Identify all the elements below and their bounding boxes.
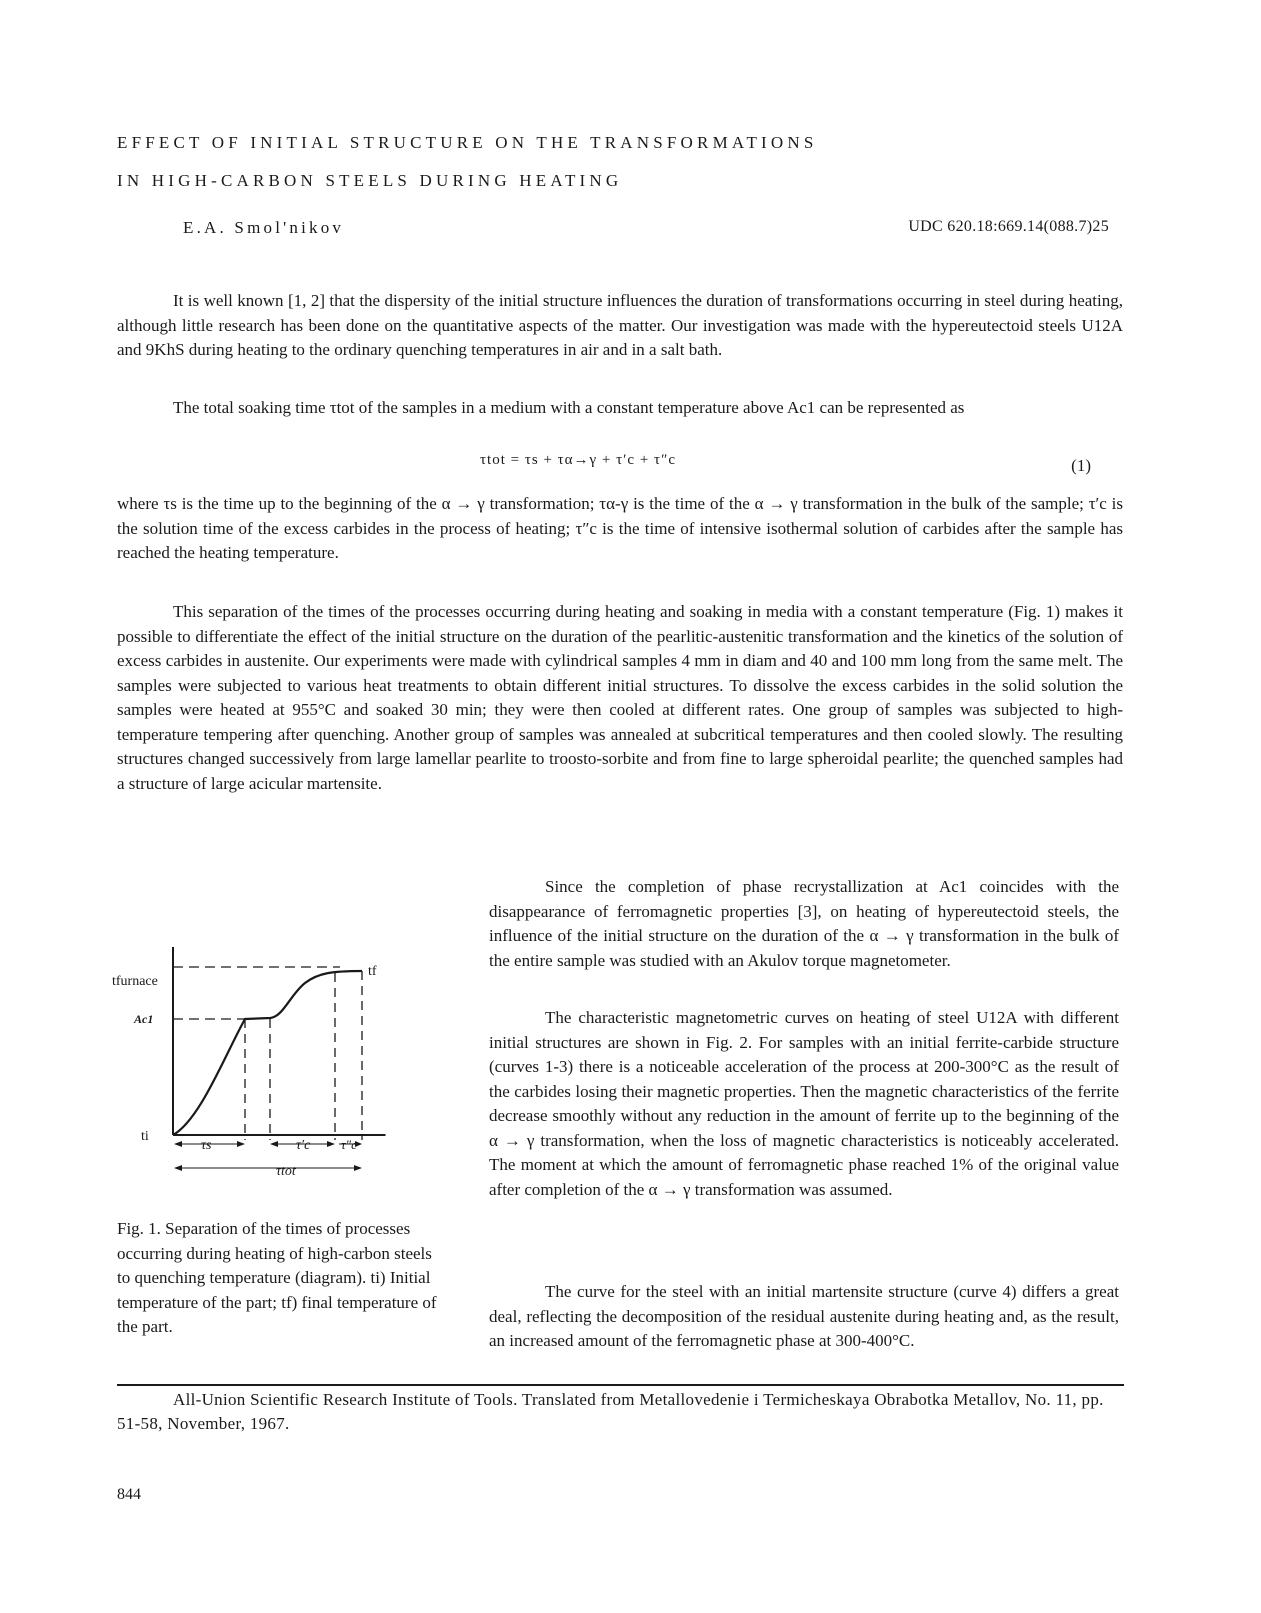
- figure-label-ac1: Ac1: [134, 1012, 154, 1026]
- figure-label-t-i: ti: [141, 1129, 149, 1144]
- figure-tau-c-prime-arrowhead-right: [327, 1141, 335, 1147]
- article-title-line-1: EFFECT OF INITIAL STRUCTURE ON THE TRANSFORMATIONS: [117, 133, 818, 152]
- footnote-divider: [117, 1384, 1124, 1386]
- figure-heating-curve: [173, 971, 362, 1135]
- body-paragraph-3: where τs is the time up to the beginning of the α → γ transformation; τα-γ is the time of the α → γ transformation in the bulk of the sample; τ′c is the solution time of the excess carbides in the process of heating; τ″c is the time of intensive isothermal solution of carbides after the sample has reached the heating temperature.: [117, 494, 1123, 562]
- equation-1: τtot = τs + τα→γ + τ′c + τ″c: [480, 452, 676, 468]
- author-name: E.A. Smol'nikov: [183, 218, 345, 237]
- figure-label-t-f: tf: [368, 964, 377, 979]
- article-title-line-2: IN HIGH-CARBON STEELS DURING HEATING: [117, 171, 623, 190]
- figure-1-caption: Fig. 1. Separation of the times of processes occurring during heating of high-carbon steels to quenching temperature (diagram). ti) Initial temperature of the part; tf) final temperature of the part.: [117, 1219, 437, 1336]
- figure-label-tau-tot: τtot: [276, 1164, 296, 1179]
- figure-1-diagram: [100, 935, 400, 1195]
- body-paragraph-2: The total soaking time τtot of the samples in a medium with a constant temperature above Ac1 can be represented as: [173, 398, 965, 417]
- body-paragraph-7: The curve for the steel with an initial martensite structure (curve 4) differs a great deal, reflecting the decomposition of the residual austenite during heating and, as the result, an increased amount of the ferromagnetic phase at 300-400°C.: [489, 1282, 1119, 1350]
- body-paragraph-1: It is well known [1, 2] that the dispersity of the initial structure influences the duration of transformations occurring in steel during heating, although little research has been done on the quantitative aspects of the matter. Our investigation was made with the hypereutectoid steels U12A and 9KhS during heating to the ordinary quenching temperatures in air and in a salt bath.: [117, 291, 1123, 359]
- body-paragraph-5: Since the completion of phase recrystallization at Ac1 coincides with the disappearance of ferromagnetic properties [3], on heating of hypereutectoid steels, the influence of the initial structure on the duration of the α → γ transformation in the bulk of the entire sample was studied with an Akulov torque magnetometer.: [489, 877, 1119, 970]
- figure-tau-s-arrowhead-right: [237, 1141, 245, 1147]
- footnote: All-Union Scientific Research Institute of Tools. Translated from Metallovedenie i Termicheskaya Obrabotka Metallov, No. 11, pp. 51-58, November, 1967.: [117, 1390, 1104, 1433]
- equation-number: (1): [1071, 456, 1091, 475]
- figure-tau-c-prime-arrowhead-left: [270, 1141, 278, 1147]
- body-paragraph-4: This separation of the times of the processes occurring during heating and soaking in media with a constant temperature (Fig. 1) makes it possible to differentiate the effect of the initial structure on the duration of the pearlitic-austenitic transformation and the kinetics of the solution of excess carbides in austenite. Our experiments were made with cylindrical samples 4 mm in diam and 40 and 100 mm long from the same melt. The samples were subjected to various heat treatments to obtain different initial structures. To dissolve the excess carbides in the solid solution the samples were heated at 955°C and soaked 30 min; they were then cooled at different rates. One group of samples was subjected to high-temperature tempering after quenching. Another group of samples was annealed at subcritical temperatures and then cooled slowly. The resulting structures changed successively from large lamellar pearlite to troosto-sorbite and from fine to large spheroidal pearlite; the quenched samples had a structure of large acicular martensite.: [117, 602, 1123, 793]
- figure-label-t-furnace: tfurnace: [112, 974, 158, 989]
- figure-tau-s-arrowhead-left: [174, 1141, 182, 1147]
- udc-code: UDC 620.18:669.14(088.7)25: [908, 218, 1109, 235]
- figure-label-tau-s: τs: [201, 1138, 212, 1153]
- page-number: 844: [117, 1486, 141, 1503]
- body-paragraph-6: The characteristic magnetometric curves on heating of steel U12A with different initial structures are shown in Fig. 2. For samples with an initial ferrite-carbide structure (curves 1-3) there is a noticeable acceleration of the process at 200-300°C as the result of the carbides losing their magnetic properties. Then the magnetic characteristics of the ferrite decrease smoothly without any reduction in the amount of ferrite up to the beginning of the α → γ transformation, when the loss of magnetic characteristics is noticeably accelerated. The moment at which the amount of ferromagnetic phase reached 1% of the original value after completion of the α → γ transformation was assumed.: [489, 1008, 1119, 1199]
- figure-label-tau-c-prime: τ′c: [296, 1138, 311, 1153]
- figure-tau-tot-arrowhead-left: [174, 1165, 182, 1171]
- figure-tau-tot-arrowhead-right: [354, 1165, 362, 1171]
- figure-label-tau-c-double-prime: τ″c: [341, 1137, 357, 1152]
